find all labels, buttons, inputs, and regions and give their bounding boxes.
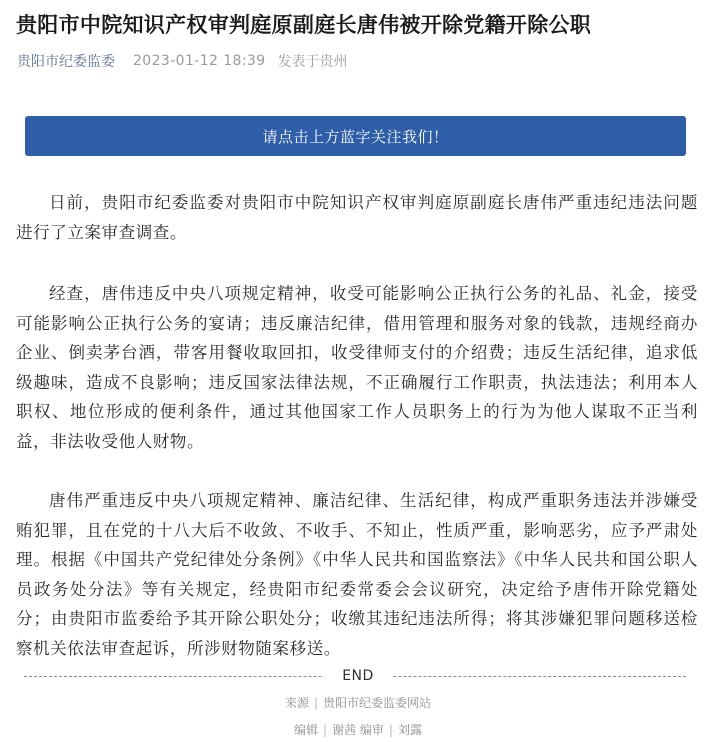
source-credit-label: 来源 [284, 696, 309, 710]
article-paragraph-1: 日前，贵阳市纪委监委对贵阳市中院知识产权审判庭原副庭长唐伟严重违纪违法问题进行了立案审查调查。 [16, 193, 698, 242]
credit-separator: | [388, 723, 393, 737]
editor-credit [0, 721, 716, 739]
editor-credit-label: 编辑 [294, 723, 319, 737]
article-paragraph-3: 唐伟严重违反中央八项规定精神、廉洁纪律、生活纪律，构成严重职务违法并涉嫌受贿犯罪，且在党的十八大后不收敛、不收手、不知止，性质严重，影响恶劣，应予严肃处理。根据《中国共产党纪律处分条例》《中华人民共和国监察法》《中华人民共和国公职人员政务处分法》等有关规定，经贵阳市纪委常委会会议研究，决定给予唐伟开除党籍处分；由贵阳市监委给予其开除公职处分；收缴其违纪违法所得；将其涉嫌犯罪问题移送检察机关依法审查起诉，所涉财物随案移送。 [16, 491, 698, 658]
publish-datetime: 2023-01-12 18:39 [133, 53, 266, 69]
reviewer-credit-value: 刘露 [397, 723, 422, 737]
credit-separator: | [313, 696, 319, 710]
publish-location: 发表于贵州 [277, 54, 348, 70]
credit-separator: | [323, 723, 328, 737]
source-credit [0, 694, 716, 712]
end-label: END [324, 665, 392, 687]
article-paragraph-2: 经查，唐伟违反中央八项规定精神，收受可能影响公正执行公务的礼品、礼金，接受可能影响公正执行公务的宴请；违反廉洁纪律，借用管理和服务对象的钱款，违规经商办企业、倒卖茅台酒，带客用餐收取回扣，收受律师支付的介绍费；违反生活纪律，追求低级趣味，造成不良影响；违反国家法律法规，不正确履行工作职责，执法违法；利用本人职权、地位形成的便利条件，通过其他国家工作人员职务上的行为为他人谋取不正当利益，非法收受他人财物。 [16, 284, 698, 451]
follow-prompt-banner[interactable]: 请点击上方蓝字关注我们！ [25, 116, 686, 156]
reviewer-credit-label: 编审 [359, 723, 384, 737]
source-credit-value: 贵阳市纪委监委网站 [323, 696, 432, 710]
editor-credit-value: 谢茜 [332, 723, 357, 737]
article-meta [17, 50, 348, 72]
account-name-link[interactable]: 贵阳市纪委监委 [17, 54, 115, 70]
article-title: 贵阳市中院知识产权审判庭原副庭长唐伟被开除党籍开除公职 [16, 13, 592, 37]
